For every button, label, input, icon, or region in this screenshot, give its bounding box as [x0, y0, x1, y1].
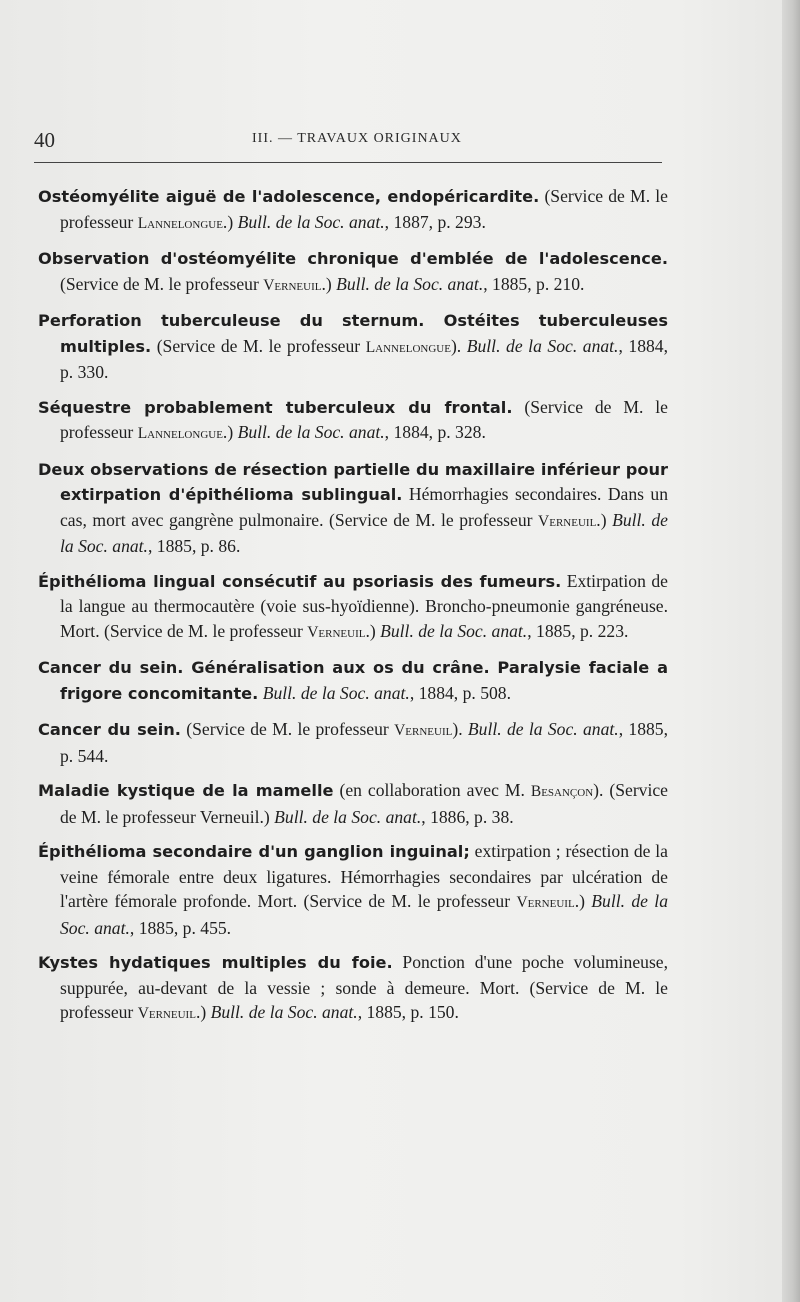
entry-text: Hémorrhagies secondaires. Dans un cas, mort avec gangrène pulmonaire. (Service de M. le professeur	[60, 484, 668, 530]
entry-title: Deux observations de résection partielle du maxillaire inférieur pour extirpation d'épithélioma sublingual.	[38, 459, 668, 504]
entry-text-after: .)	[321, 273, 337, 294]
entry-author: Verneuil	[263, 276, 322, 294]
entry-text: (Service de M. le professeur	[180, 719, 395, 739]
entry-reference: Bull. de la Soc. anat.	[60, 891, 668, 938]
entry-reference: Bull. de la Soc. anat.	[262, 682, 410, 703]
bibliography-entry	[38, 395, 668, 447]
bibliography-entry	[38, 778, 668, 829]
entry-reference: Bull. de la Soc. anat.	[336, 273, 484, 294]
entry-text-after: .)	[365, 620, 381, 641]
entry-citation: , 1885, p. 150.	[357, 1002, 459, 1022]
entry-reference: Bull. de la Soc. anat.	[60, 509, 668, 556]
entry-reference: Bull. de la Soc. anat.	[466, 335, 619, 356]
entry-reference: Bull. de la Soc. anat.	[237, 211, 385, 232]
entry-text-after: .)	[222, 422, 238, 442]
entry-text: (Service de M. le professeur	[60, 273, 264, 294]
page-edge	[782, 0, 800, 1302]
entry-reference: Bull. de la Soc. anat.	[237, 422, 385, 442]
entry-citation: , 1884, p. 330.	[60, 335, 668, 382]
entry-citation: , 1886, p. 38.	[421, 806, 514, 827]
entry-reference: Bull. de la Soc. anat.	[380, 620, 528, 641]
entry-author: Verneuil	[538, 512, 597, 530]
page-header	[30, 128, 670, 154]
entry-author: Besançon	[530, 783, 594, 800]
entry-citation: , 1884, p. 508.	[409, 682, 511, 703]
entry-author: Lannelongue	[137, 214, 223, 232]
entry-text-after: .)	[222, 211, 238, 232]
header-rule	[34, 162, 662, 163]
entry-text-after: ). (Service de M. le professeur Verneuil.)	[60, 780, 668, 827]
entry-author: Lannelongue	[365, 338, 451, 356]
entry-title: Ostéomyélite aiguë de l'adolescence, endopéricardite.	[38, 187, 540, 206]
bibliography-entry	[38, 717, 668, 768]
entry-title: Cancer du sein.	[38, 720, 181, 739]
entry-text-after: .)	[574, 891, 592, 911]
entry-author: Verneuil	[516, 894, 575, 911]
entry-citation: , 1885, p. 86.	[147, 536, 241, 556]
entry-citation: , 1885, p. 544.	[60, 719, 668, 766]
entry-author: Verneuil	[137, 1005, 196, 1022]
bibliography-entry	[38, 184, 668, 236]
entry-text: (Service de M. le professeur	[60, 396, 668, 442]
entry-text-after: .)	[195, 1002, 211, 1022]
bibliography-entry	[38, 246, 668, 298]
entry-text: extirpation ; résection de la veine fémorale entre deux ligatures. Hémorrhagies secondaires par ulcération de l'artère fémorale profonde. Mort. (Service de M. le professeur	[60, 841, 668, 911]
bibliography-list	[38, 184, 668, 1037]
entry-text: (Service de M. le professeur	[60, 186, 668, 232]
entry-title: Épithélioma lingual consécutif au psoriasis des fumeurs.	[38, 571, 562, 591]
entry-author: Verneuil	[307, 623, 366, 641]
entry-author: Lannelongue	[137, 425, 223, 442]
running-title: III. — TRAVAUX ORIGINAUX	[252, 131, 462, 146]
entry-citation: , 1885, p. 210.	[483, 273, 585, 294]
bibliography-entry	[38, 655, 668, 707]
bibliography-entry	[38, 457, 668, 559]
entry-text: Extirpation de la langue au thermocautère (voie sus-hyoïdienne). Broncho-pneumonie gangréneuse. Mort. (Service de M. le professeur	[60, 570, 668, 641]
bibliography-entry	[38, 308, 668, 385]
entry-title: Perforation tuberculeuse du sternum. Ostéites tuberculeuses multiples.	[38, 311, 668, 356]
entry-citation: , 1885, p. 223.	[527, 620, 629, 641]
entry-title: Séquestre probablement tuberculeux du frontal.	[38, 397, 513, 417]
entry-title: Cancer du sein. Généralisation aux os du crâne. Paralysie faciale a frigore concomitante.	[38, 658, 668, 703]
entry-text: Ponction d'une poche volumineuse, suppurée, au-devant de la vessie ; sonde à demeure. Mort. (Service de M. le professeur	[60, 952, 668, 1022]
entry-reference: Bull. de la Soc. anat.	[467, 719, 619, 739]
entry-text-after: ).	[452, 719, 468, 739]
entry-text: (Service de M. le professeur	[151, 335, 366, 356]
bibliography-entry	[38, 950, 668, 1027]
bibliography-entry	[38, 839, 668, 940]
entry-citation: , 1885, p. 455.	[129, 917, 232, 938]
entry-text: (en collaboration avec M.	[333, 780, 531, 800]
entry-title: Maladie kystique de la mamelle	[38, 781, 334, 800]
entry-citation: , 1887, p. 293.	[384, 211, 486, 232]
entry-title: Épithélioma secondaire d'un ganglion inguinal;	[38, 842, 470, 861]
entry-title: Observation d'ostéomyélite chronique d'emblée de l'adolescence.	[38, 249, 668, 268]
bibliography-entry	[38, 569, 668, 646]
entry-reference: Bull. de la Soc. anat.	[210, 1002, 358, 1022]
entry-citation: , 1884, p. 328.	[384, 422, 486, 442]
entry-title: Kystes hydatiques multiples du foie.	[38, 953, 393, 972]
entry-text-after: .)	[596, 509, 613, 530]
entry-author: Verneuil	[394, 722, 453, 739]
entry-reference: Bull. de la Soc. anat.	[274, 806, 422, 827]
entry-text-after: ).	[450, 335, 467, 356]
page-number: 40	[34, 128, 55, 152]
